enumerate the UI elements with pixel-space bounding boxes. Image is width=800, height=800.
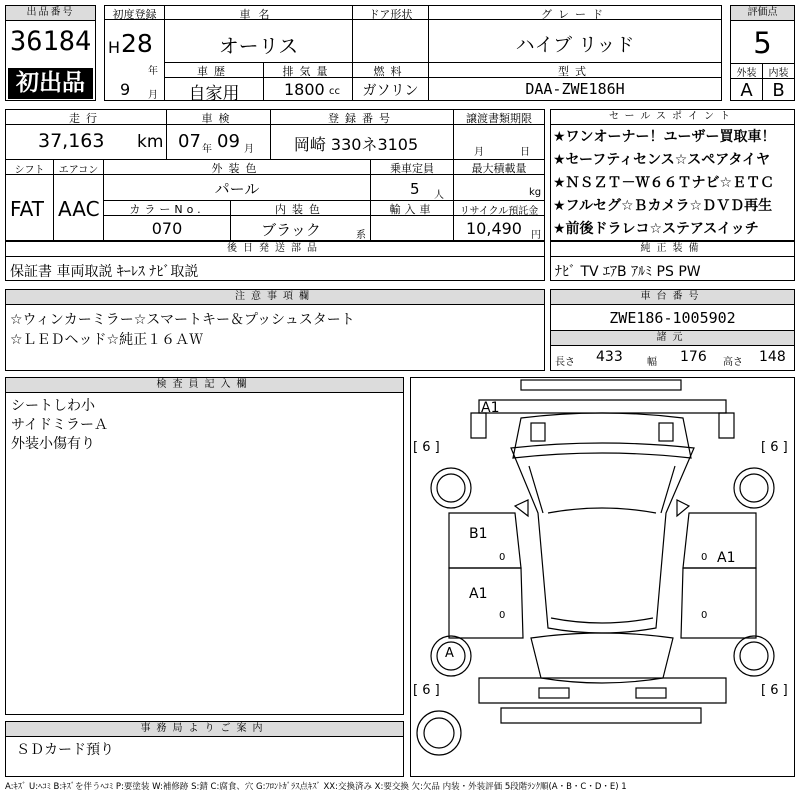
grade-value: ハイブ リッド — [515, 34, 635, 56]
caution-line-1: ☆ウィンカーミラー☆スマートキー＆プッシュスタート — [10, 312, 355, 328]
sales-point-4: ★フルセグ☆Ｂカメラ☆ＤＶＤ再生 — [553, 198, 773, 214]
car-diagram — [410, 377, 795, 777]
plate-value: 岡崎 330ネ3105 — [293, 135, 419, 154]
height-label: 高さ — [723, 357, 743, 368]
tread-front-left: [ 6 ] — [413, 440, 440, 455]
car-name-value: オーリス — [218, 34, 299, 58]
displacement-unit: cc — [329, 86, 340, 97]
later-parts-value: 保証書 車両取説 ｷｰﾚｽ ﾅﾋﾞ取説 — [10, 264, 199, 280]
displacement-value: 1800 — [284, 80, 325, 99]
office-label: 事務局よりご案内 — [6, 722, 403, 737]
color-no-value: 070 — [151, 219, 183, 238]
zero-mark-1: 0 — [499, 552, 506, 563]
mark-front-bumper: A1 — [481, 400, 500, 416]
caution-line-2: ☆ＬＥＤヘッド☆純正１６ＡＷ — [10, 332, 204, 348]
equipment-box — [550, 241, 795, 281]
lot-label: 出品番号 — [6, 6, 95, 21]
door-label: ドア形状 — [368, 8, 413, 21]
import-label: 輸入車 — [389, 203, 435, 216]
inspection-year: 07 — [178, 131, 201, 152]
fuel-label: 燃料 — [373, 65, 408, 78]
inspector-label: 検査員記入欄 — [6, 378, 403, 393]
inspection-year-unit: 年 — [202, 144, 212, 155]
office-value: ＳＤカード預り — [16, 742, 114, 758]
recycle-unit: 円 — [531, 230, 541, 241]
sales-point-5: ★前後ドラレコ☆ステアスイッチ — [553, 221, 759, 237]
recycle-label: リサイクル預託金 — [459, 206, 539, 217]
inspection-label: 車検 — [201, 112, 236, 125]
car-name-label: 車名 — [239, 8, 278, 21]
history-value: 自家用 — [188, 84, 240, 104]
zero-mark-4: 0 — [701, 610, 708, 621]
mileage-unit: km — [137, 132, 164, 152]
load-unit: kg — [529, 187, 542, 198]
length-label: 長さ — [555, 357, 575, 368]
first-reg-month: 9 — [120, 80, 131, 99]
transfer-month-unit: 月 — [474, 147, 484, 158]
inspector-line-1: シートしわ小 — [11, 398, 95, 414]
first-reg-month-unit: 月 — [148, 90, 158, 101]
int-color-unit: 系 — [356, 230, 366, 241]
color-no-label: カラーNo. — [129, 203, 205, 216]
inspection-month-unit: 月 — [244, 144, 254, 155]
int-color-value: ブラック — [261, 221, 321, 239]
recycle-value: 10,490 — [466, 219, 522, 238]
later-parts-label: 後日発送部品 — [6, 242, 544, 257]
displacement-label: 排気量 — [282, 65, 334, 78]
score-value: 5 — [753, 26, 772, 60]
equipment-label: 純正装備 — [551, 242, 794, 257]
mark-left-front-door: B1 — [469, 526, 488, 542]
cautions-box — [5, 289, 545, 371]
capacity-label: 乗車定員 — [390, 162, 434, 175]
capacity-value: 5 — [410, 180, 420, 198]
chassis-box — [550, 289, 795, 371]
transfer-day-unit: 日 — [520, 147, 530, 158]
score-box — [730, 5, 795, 101]
score-ext-value: A — [740, 80, 753, 101]
fuel-value: ガソリン — [362, 83, 419, 99]
chassis-label: 車台番号 — [551, 290, 794, 305]
shift-value: FAT — [10, 197, 45, 221]
int-color-label: 内装色 — [275, 203, 326, 216]
load-label: 最大積載量 — [471, 162, 527, 175]
first-reg-year: 28 — [121, 29, 153, 58]
zero-mark-3: 0 — [499, 610, 506, 621]
score-label: 評価点 — [731, 6, 794, 21]
cautions-label: 注意事項欄 — [6, 290, 544, 305]
score-int-value: B — [772, 80, 785, 101]
plate-label: 登録番号 — [328, 112, 396, 125]
score-int-label: 内装 — [768, 68, 789, 79]
inspector-line-3: 外装小傷有り — [11, 436, 95, 452]
zero-mark-2: 0 — [701, 552, 708, 563]
model-label: 型式 — [558, 65, 592, 78]
inspection-month: 09 — [217, 131, 240, 152]
first-reg-year-unit: 年 — [148, 66, 158, 77]
ext-color-label: 外装色 — [211, 162, 263, 175]
sales-points-box — [550, 109, 795, 241]
tread-rear-left: [ 6 ] — [413, 683, 440, 698]
lot-box — [5, 5, 96, 101]
width-label: 幅 — [647, 357, 657, 368]
mark-right-door: A1 — [717, 550, 736, 566]
model-value: DAA-ZWE186H — [525, 80, 625, 98]
inspector-box — [5, 377, 404, 715]
dims-label: 諸元 — [551, 331, 794, 346]
first-reg-era: H — [108, 38, 121, 57]
chassis-value: ZWE186-1005902 — [609, 309, 736, 327]
tread-front-right: [ 6 ] — [761, 440, 788, 455]
shift-label: シフト — [14, 165, 45, 176]
mark-left-rear-wheel: A — [445, 646, 454, 661]
mileage-value: 37,163 — [38, 130, 105, 152]
aircon-label: エアコン — [58, 165, 99, 176]
tread-rear-right: [ 6 ] — [761, 683, 788, 698]
inspector-line-2: サイドミラーＡ — [11, 417, 109, 433]
equipment-value: ﾅﾋﾞ TV ｴｱB ｱﾙﾐ PS PW — [555, 264, 701, 280]
legend: A:ｷｽﾞ U:ﾍｺﾐ B:ｷｽﾞを伴うﾍｺﾐ P:要塗装 W:補修跡 S:錆 C:腐食、穴 G:ﾌﾛﾝﾄｶﾞﾗｽ点ｷｽﾞ XX:交換済み X:要交換 欠:欠品 内装・外装評価 5段階ﾗﾝｸ順(A・B・C・D・E) 1 — [5, 782, 627, 792]
grade-label: グレード — [541, 8, 609, 21]
length-value: 433 — [596, 349, 623, 365]
sales-point-3: ★ＮＳＺＴ－Ｗ６６Ｔナビ☆ＥＴＣ — [553, 175, 775, 191]
later-parts-box — [5, 241, 545, 281]
height-value: 148 — [759, 349, 786, 365]
aircon-value: AAC — [58, 197, 100, 221]
sales-point-1: ★ワンオーナー！ユーザー買取車！ — [553, 129, 776, 145]
ext-color-value: パール — [214, 180, 260, 198]
sales-point-2: ★セーフティセンス☆スペアタイヤ — [553, 152, 771, 168]
mileage-label: 走行 — [69, 112, 103, 125]
office-box — [5, 721, 404, 777]
first-listing-badge: 初出品 — [8, 68, 93, 99]
first-reg-label: 初度登録 — [112, 8, 157, 21]
mark-left-rear-door: A1 — [469, 586, 488, 602]
car-outline — [411, 378, 794, 776]
width-value: 176 — [680, 349, 707, 365]
score-ext-label: 外装 — [736, 68, 757, 79]
history-label: 車歴 — [197, 65, 231, 78]
lot-number: 36184 — [10, 26, 92, 57]
sales-points-label: セールスポイント — [551, 110, 794, 125]
capacity-unit: 人 — [434, 190, 444, 201]
transfer-label: 譲渡書類期限 — [466, 112, 532, 125]
